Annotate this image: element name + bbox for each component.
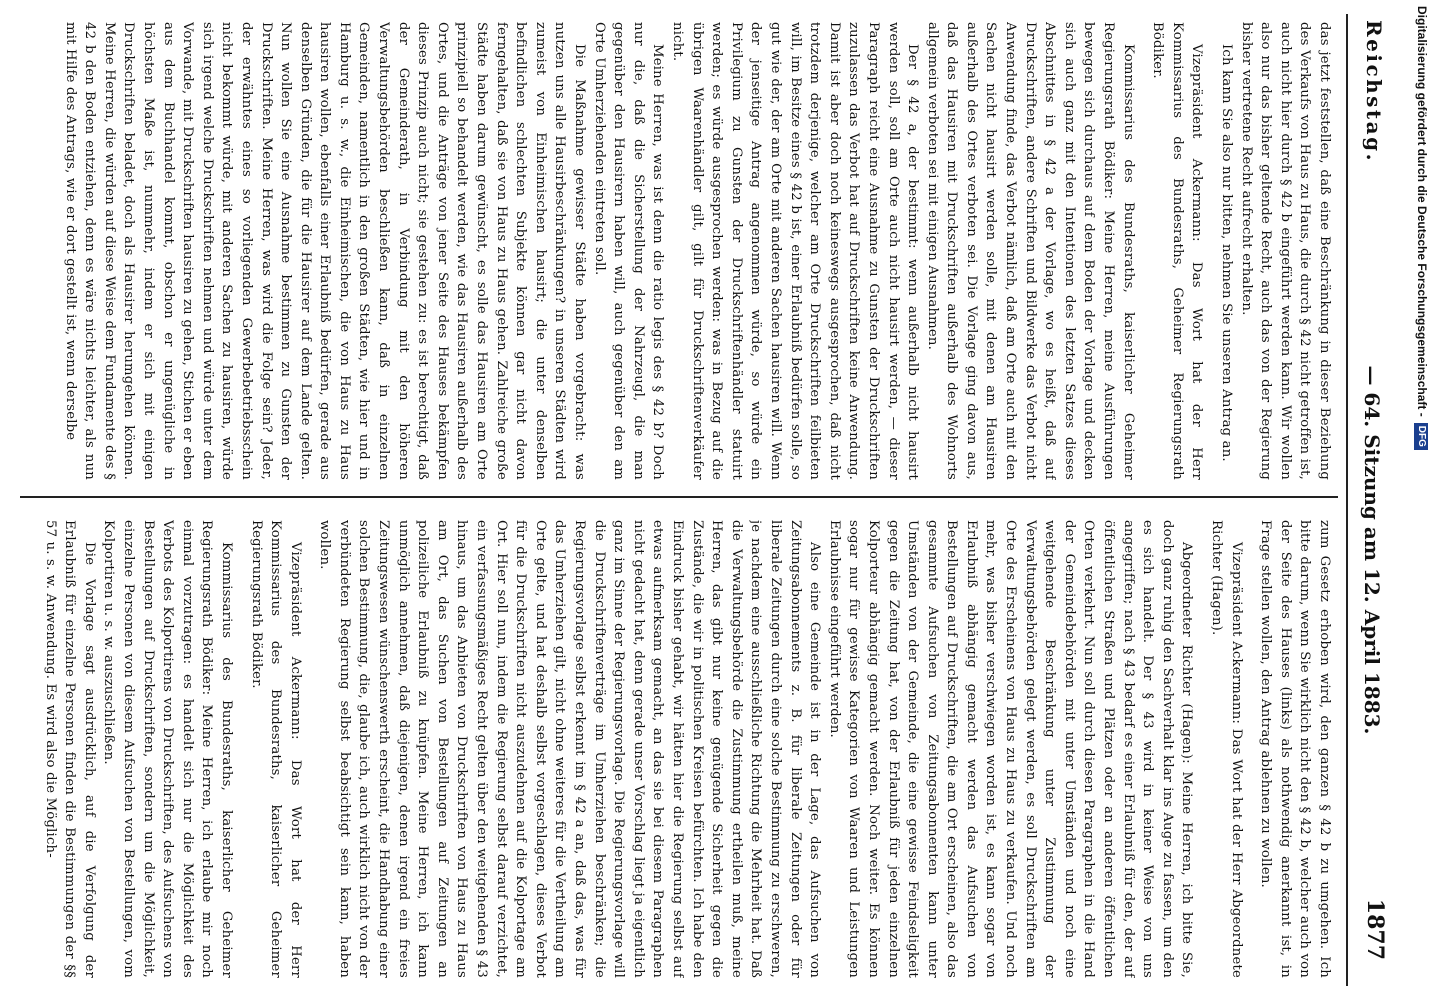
paragraph: zum Gesetz erhoben wird, den ganzen § 42 b zu umgehen. Ich bitte darum, wenn Sie wirklich nicht den § 42 b, welcher auch von der Seite des Hauses (links) als nothwendig anerkannt ist, in Frage stellen wollen, den Antrag ablehnen zu wollen. (1258, 520, 1332, 978)
paragraph: das jetzt feststellen, daß eine Beschränkung in dieser Beziehung des Verkaufs von Haus zu Haus, die durch § 42 nicht getroffen ist, auch nicht hier durch § 42 b eingeführt werden kann. Wir wollen also nur das bisher geltende Recht, auch das von der Regierung bisher vertretene Recht aufrecht erhalten. (1238, 22, 1332, 480)
right-column (12, 520, 1334, 978)
page-number: 1877 (1362, 898, 1388, 960)
paragraph: Die Maßnahme gewisser Städte haben vorgebracht: was nutzen uns alle Hausirbeschränkungen? in unseren Städten wird zumeist von Einheimischen hausirt; die unter denselben befindlichen schlechten Subjekte können gar nicht davon ferngehalten, daß sie von Haus zu Haus gehen. Zahlreiche große Städte haben darum gewünscht, es solle das Hausiren am Orte prinzipiell so behandelt werden, wie das Hausiren außerhalb des Ortes, und die Anträge von jener Seite des Hauses bekämpfen dieses Prinzip auch nicht; sie gestehen zu: es ist berechtigt, daß der Gemeinderath, in Verbindung mit den höheren Verwaltungsbehörden beschließen kann, daß in einzelnen Gemeinden, namentlich in den großen Städten, wie hier und in Hamburg u. s. w., die Einheimischen, die von Haus zu Haus hausiren wollen, ebenfalls einer Erlaubniß bedürfen, gerade aus denselben Gründen, die für die Hausirer auf dem Lande gelten. Nun wollen Sie eine Ausnahme bestimmen zu Gunsten der Druckschriften. Meine Herren, was wird die Folge sein? Jeder, der erwähntes eines so vorliegenden Gewerbebetriebsschein nicht bekommt würde, mit anderen Sachen zu hausiren, würde sich irgend welche Druckschriften nehmen und würde unter dem Vorwande, mit Druckschriften hausiren zu gehen, Stichen er eben aus dem Buchhandel kommt, obschon er ungenügliche in höchsten Maße ist, nummehr, indem er sich mit einigen Druckschriften beladet, doch als Hausirer herumgehen können. Meine Herren, die würden auf diese Weise dem Fundamente des § 42 b den Boden entziehen, denn es wäre nichts leichter, als nun mit Hilfe des Antrags, wie er dort gestellt ist, wenn derselbe (62, 22, 588, 480)
page-header (1330, 0, 1400, 1000)
speaker-paragraph: Kommissarius des Bundesraths, kaiserlicher Geheimer Regierungsrath Bödiker: Meine Herren, ich erlaube mir noch einmal vorzutragen: es handelt sich nur die Möglichkeit des Verbots des Kolportirens von Druckschriften, des Aufsuchens von Bestellungen auf Druckschriften, sondern um die Möglichkeit, einzelne Personen von diesem Aufsuchen von Bestellungen, vom Kolportiren u. s. w. auszuschließen. (101, 520, 234, 978)
digitization-credit-text: Digitalisierung gefördert durch die Deutsche Forschungsgemeinschaft - (1415, 6, 1429, 417)
column-divider (20, 496, 1338, 498)
header-publication: Reichstag. (1362, 20, 1386, 164)
left-column (12, 22, 1334, 480)
header-rule (1346, 14, 1348, 986)
paragraph: Also eine Gemeinde ist in der Lage, das Aufsuchen von Zeitungsabonnements z. B. für liberale Zeitungen oder für liberale Zeitungen durch eine solche Bestimmung zu erschweren, je nachdem eine ausschließliche Richtung die Mehrheit hat. Daß die Verwaltungsbehörde die Zustimmung ertheilen muß, meine Herren, das gibt nur keine genügende Sicherheit gegen die Zustände, die wir in politischen Kreisen befürchten. Ich habe den Eindruck bisher gehabt, wir hätten hier die Regierung selbst auf etwas aufmerksam gemacht, an das sie bei diesem Paragraphen nicht gedacht hat, denn gerade unser Vorschlag liegt ja eigentlich ganz im Sinne der Regierungsvorlage. Die Regierungsvorlage will die Druckschriftenverträge im Umherziehen beschränken; die Regierungsvorlage selbst erkennt im § 42 a an, daß das, was für das Umherziehen gilt, nicht ohne weiteres für die Vertheilung am Orte gelte, und hat deshalb selbst vorgeschlagen, dieses Verbot für die Druckschriften nicht auszudehnen auf die Kolportage am Ort. Hier soll nun, indem die Regierung selbst darauf verzichtet, ein verfassungsmäßiges Recht gelten über den weitgehenden § 43 hinaus, um das Anbieten von Druckschriften von Haus zu Haus am Ort, das Suchen von Bestellungen auf Zeitungen an polizeiliche Erlaubniß zu knüpfen. Meine Herren, ich kann unmöglich annehmen, daß diejenigen, denen irgend ein freies Zeitungswesen wünschenswerth erscheint, die Handhabung einer solchen Bestimmung, die, glaube ich, auch wirklich nicht von der verbündeten Regierung selbst beabsichtigt sein kann, haben wollen. (317, 520, 823, 978)
speaker-paragraph: Vizepräsident Ackermann: Das Wort hat der Herr Kommissarius des Bundesraths, kaiserlicher Geheimer Regierungsrath Bödiker. (248, 520, 303, 978)
speaker-paragraph: Vizepräsident Ackermann: Das Wort hat der Herr Kommissarius des Bundesraths, Geheimer Regierungsrath Bödiker. (1150, 22, 1205, 480)
speaker-paragraph: Abgeordneter Richter (Hagen): Meine Herren, ich bitte Sie, doch ganz ruhig den Sachverhalt klar ins Auge zu fassen, um den es sich handelt. Der § 43 wird in keiner Weise von uns angegriffen; nach § 43 bedarf es einer Erlaubniß für den, der auf öffentlichen Straßen und Plätzen oder an anderen öffentlichen Orten verkehrt. Nun soll durch diesen Paragraphen in die Hand der Gemeindebehörden mit unter Umständen und noch eine weitgehende Beschränkung unter Zustimmung der Verwaltungsbehörden gelegt werden, es soll Druckschriften am Orte des Erscheinens von Haus zu Haus zu verkaufen. Und noch mehr, was bisher verschwiegen worden ist, es kann sogar von Erlaubniß abhängig gemacht werden das Aufsuchen von Bestellungen auf Druckschriften, die am Ort erscheinen, also das gesammte Aufsuchen von Zeitungsabonnenten kann unter Umständen von der Gemeinde, die eine gewisse Feindseligkeit gegen die Zeitung hat, von der Erlaubniß für jeden einzelnen Kolporteur abhängig gemacht werden. Noch weiter. Es können sogar nur für gewisse Kategorien von Waaren und Leistungen Erlaubnisse eingeführt werden. (826, 520, 1195, 978)
paragraph: Der § 42 a, der bestimmt: wenn außerhalb nicht hausirt werden soll, soll am Orte auch nicht hausirt werden, — dieser Paragraph reicht eine Ausnahme zu Gunsten der Druckschriften zuzulassen das Verbot hat auf Druckschriften keine Anwendung. Damit ist aber doch noch keineswegs ausgesprochen, daß nicht trotzdem derjenige, welcher am Orte Druckschriften feilbieten will, im Besitze eines § 42 b ist, einer Erlaubniß bedürfen solle, so gut wie der, der am Orte mit anderen Sachen hausiren will. Wenn der jenseitige Antrag angenommen würde, so würde ein Privilegium zu Gunsten der Druckschriftenhändler statuirt werden; es würde ausgesprochen werden: was in Bezug auf die übrigen Waarenhändler gilt, gilt für Druckschriftenverkäufer nicht. (670, 22, 921, 480)
digitization-credit (1412, 6, 1432, 994)
paragraph: Die Vorlage sagt ausdrücklich, auf die Verfolgung der Erlaubniß für einzelne Personen finden die Bestimmungen der §§ 57 u. s. w. Anwendung. Es wird also die Möglich- (42, 520, 97, 978)
header-session: — 64. Sitzung am 12. April 1883. (1360, 365, 1384, 735)
dfg-logo: DFG (1414, 423, 1428, 450)
speaker-paragraph: Vizepräsident Ackermann: Das Wort hat der Herr Abgeordnete Richter (Hagen). (1209, 520, 1244, 978)
paragraph: Ich kann Sie also nur bitten, nehmen Sie unseren Antrag an. (1219, 44, 1235, 462)
paragraph: Meine Herren, was ist denn die ratio legis des § 42 b? Doch nur die, daß die Sicherstellung der Nahrzeugl, die man gegenüber den Hausirern haben will, auch gegenüber den am Orte Umherziehenden eintreten soll. (591, 22, 666, 480)
speaker-paragraph: Kommissarius des Bundesraths, kaiserlicher Geheimer Regierungsrath Bödiker: Meine Herren, meine Ausführungen bewegen sich durchaus auf dem Boden der Vorlage und decken sich auch ganz mit den Intentionen des letzten Satzes dieses Abschnittes in § 42 a der Vorlage, wo es heißt, daß auf Druckschriften, andere Schriften und Bildwerke das Verbot nicht Anwendung finde, das Verbot nämlich, daß am Orte auch mit den Sachen nicht hausirt werden solle, mit denen am Hausiren außerhalb des Ortes verboten sei. Die Vorlage ging davon aus, daß das Hausiren mit Druckschriften außerhalb des Wohnorts allgemein verboten sei mit einigen Ausnahmen. (924, 22, 1136, 480)
